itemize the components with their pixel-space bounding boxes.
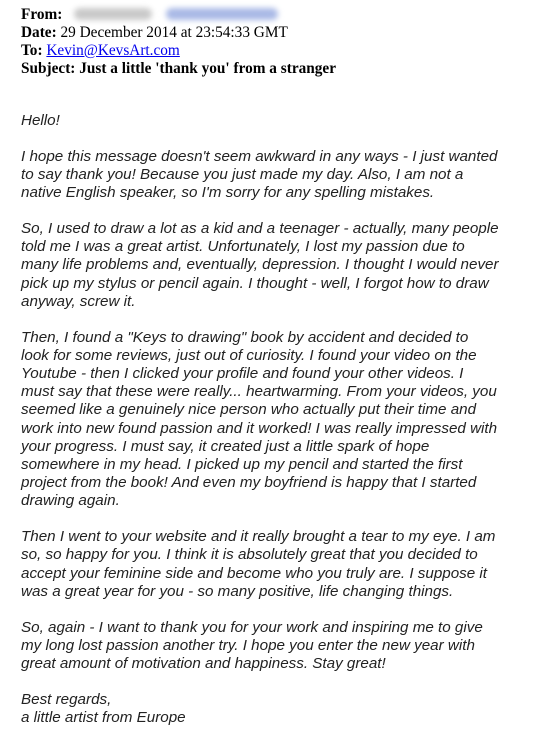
redacted-sender-name	[74, 8, 152, 20]
redacted-sender-email	[166, 8, 278, 20]
from-label: From:	[21, 6, 63, 23]
body-line: great amount of motivation and happiness. Stay great!	[21, 655, 386, 673]
email-body	[21, 112, 541, 745]
body-line: So, again - I want to thank you for your work and inspiring me to give	[21, 618, 483, 636]
body-line: my long lost passion another try. I hope you enter the new year with	[21, 636, 475, 654]
subject-row	[21, 60, 541, 78]
body-line: so, so happy for you. I think it is absolutely great that you decided to	[21, 546, 478, 564]
body-line: accept your feminine side and become who you truly are. I suppose it	[21, 564, 488, 582]
body-line: anyway, screw it.	[21, 292, 136, 310]
date-label: Date:	[21, 24, 57, 41]
body-line: Then I went to your website and it really brought a tear to my eye. I am	[21, 528, 496, 546]
body-line: Youtube - then I clicked your profile and found your other videos. I	[21, 365, 464, 383]
body-line: must say that these were really... heartwarming. From your videos, you	[21, 383, 497, 401]
paragraph-3	[21, 329, 541, 511]
paragraph-5	[21, 619, 541, 674]
body-line: was a great year for you - so many positive, life changing things.	[21, 582, 454, 600]
signoff-line: a little artist from Europe	[21, 709, 186, 727]
date-value: 29 December 2014 at 23:54:33 GMT	[60, 24, 288, 41]
body-line: work into new found passion and it worked! I was really impressed with	[21, 419, 498, 437]
body-line: seemed like a genuinely nice person who actually put their time and	[21, 401, 477, 419]
body-line: your progress. I must say, it created just a little spark of hope	[21, 437, 430, 455]
body-line: I hope this message doesn't seem awkward in any ways - I just wanted	[21, 147, 498, 165]
email-header	[21, 6, 541, 78]
recipient-email-link[interactable]: Kevin@KevsArt.com	[46, 42, 180, 59]
to-label: To:	[21, 42, 43, 59]
body-line: many life problems and, eventually, depression. I thought I would never	[21, 256, 499, 274]
body-line: told me I was a great artist. Unfortunately, I lost my passion due to	[21, 238, 465, 256]
from-row	[21, 6, 541, 24]
body-line: drawing again.	[21, 492, 120, 510]
body-line: look for some reviews, just out of curiosity. I found your video on the	[21, 346, 477, 364]
body-line: pick up my stylus or pencil again. I thought - well, I forgot how to draw	[21, 274, 489, 292]
to-row	[21, 42, 541, 60]
paragraph-4	[21, 528, 541, 601]
subject-value: Just a little 'thank you' from a stranger	[79, 60, 337, 77]
signoff-line: Best regards,	[21, 690, 112, 708]
body-line: somewhere in my head. I picked up my pencil and started the first	[21, 456, 463, 474]
signoff	[21, 691, 541, 727]
paragraph-2	[21, 220, 541, 311]
body-line: Then, I found a "Keys to drawing" book by accident and decided to	[21, 328, 469, 346]
subject-label: Subject:	[21, 60, 76, 77]
body-line: So, I used to draw a lot as a kid and a teenager - actually, many people	[21, 220, 499, 237]
date-row	[21, 24, 541, 42]
body-line: native English speaker, so I'm sorry for any spelling mistakes.	[21, 184, 435, 202]
body-line: to say thank you! Because you just made my day. Also, I am not a	[21, 166, 464, 183]
greeting: Hello!	[21, 112, 60, 129]
paragraph-1	[21, 148, 541, 203]
body-line: project from the book! And even my boyfriend is happy that I started	[21, 474, 477, 492]
